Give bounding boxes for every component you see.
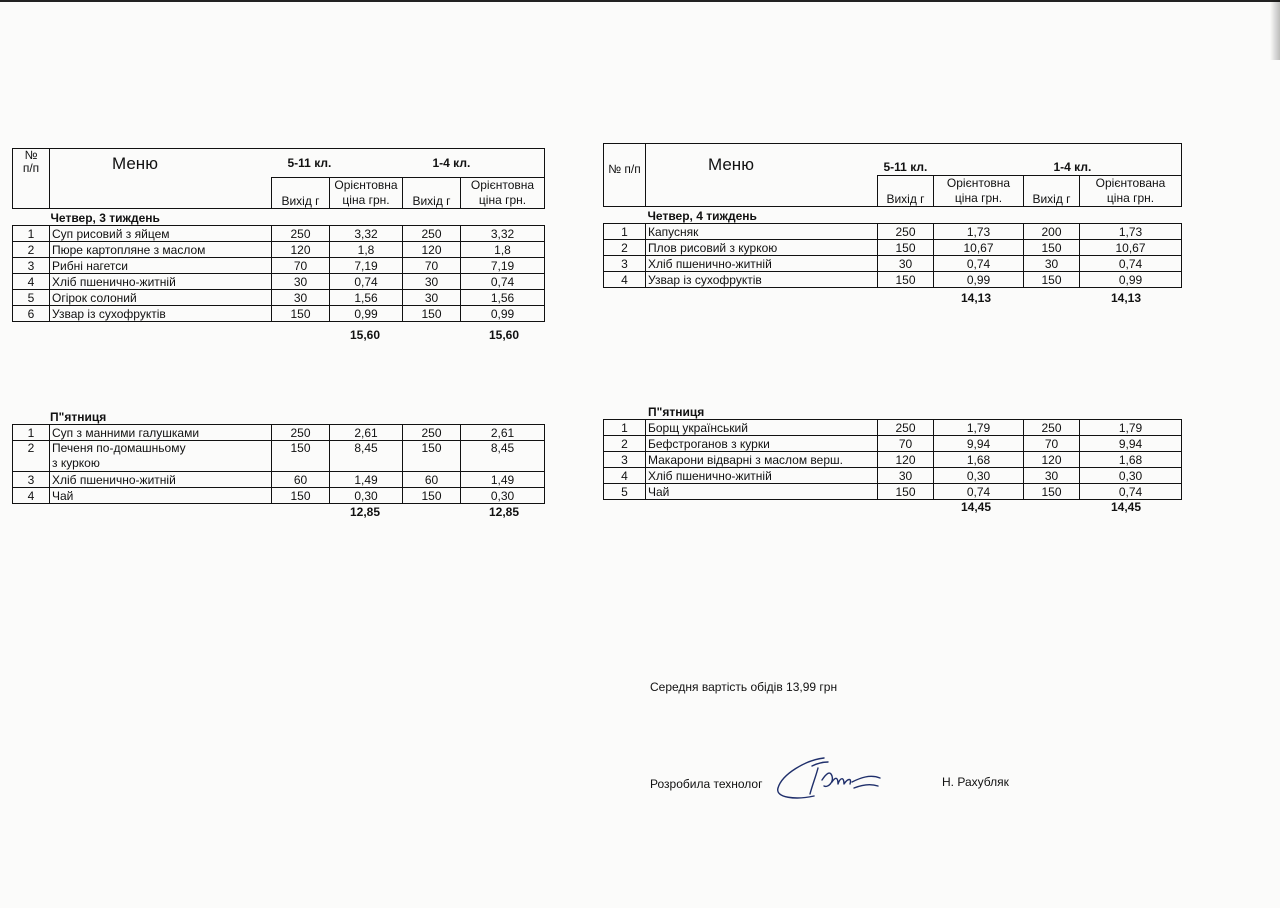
price-junior: 1,56 bbox=[461, 290, 545, 306]
price-senior: 0,74 bbox=[934, 484, 1024, 500]
table-row bbox=[604, 484, 1182, 500]
price-header-line2: ціна грн. bbox=[1106, 191, 1155, 205]
left-thursday-table bbox=[12, 148, 545, 322]
row-number: 2 bbox=[604, 240, 646, 256]
grade-senior-header bbox=[272, 149, 403, 178]
row-number: 1 bbox=[13, 226, 50, 242]
output-junior-header: Вихід г bbox=[403, 178, 461, 209]
output-senior: 30 bbox=[272, 290, 330, 306]
dish-name: Узвар із сухофруктів bbox=[646, 272, 878, 288]
price-header-line2: ціна грн. bbox=[478, 193, 527, 207]
dish-name-line2: з куркою bbox=[52, 456, 100, 470]
output-senior: 30 bbox=[878, 468, 934, 484]
output-junior: 150 bbox=[1024, 484, 1080, 500]
grade-junior-label: 1-4 кл. bbox=[432, 156, 471, 170]
output-senior-header: Вихід г bbox=[878, 176, 934, 207]
header-row-top bbox=[604, 144, 1182, 176]
left-thursday-menu bbox=[12, 148, 545, 322]
price-senior: 0,30 bbox=[934, 468, 1024, 484]
price-junior: 3,32 bbox=[461, 226, 545, 242]
dish-name-line1: Печеня по-домашньому bbox=[52, 441, 186, 455]
row-number: 5 bbox=[13, 290, 50, 306]
right-thursday-menu bbox=[603, 143, 1182, 288]
left-friday-table bbox=[12, 424, 545, 504]
total-senior: 14,45 bbox=[961, 500, 992, 514]
dish-name: Борщ український bbox=[646, 420, 878, 436]
output-senior: 60 bbox=[272, 472, 330, 488]
scan-right-shadow bbox=[1270, 0, 1280, 60]
output-junior: 30 bbox=[403, 290, 461, 306]
dish-name bbox=[50, 441, 272, 472]
output-junior: 250 bbox=[1024, 420, 1080, 436]
grade-junior-header bbox=[1024, 144, 1182, 176]
dish-name: Рибні нагетси bbox=[50, 258, 272, 274]
developer-label: Розробила технолог bbox=[650, 777, 763, 791]
table-row bbox=[13, 242, 545, 258]
row-number: 4 bbox=[13, 488, 50, 504]
row-number: 3 bbox=[604, 452, 646, 468]
total-senior: 15,60 bbox=[350, 328, 381, 342]
grade-senior-label: 5-11 кл. bbox=[287, 156, 332, 170]
output-junior: 200 bbox=[1024, 224, 1080, 240]
day-title-row bbox=[13, 209, 545, 226]
output-senior: 70 bbox=[878, 436, 934, 452]
price-junior: 0,74 bbox=[1080, 256, 1182, 272]
num-header-line2: п/п bbox=[22, 161, 40, 175]
row-number: 2 bbox=[13, 242, 50, 258]
day-title-cell bbox=[13, 209, 545, 226]
output-junior: 150 bbox=[1024, 272, 1080, 288]
output-senior: 30 bbox=[878, 256, 934, 272]
table-row bbox=[604, 240, 1182, 256]
dish-name: Узвар із сухофруктів bbox=[50, 306, 272, 322]
price-junior: 2,61 bbox=[461, 425, 545, 441]
table-row bbox=[604, 256, 1182, 272]
row-number: 2 bbox=[13, 441, 50, 472]
dish-name: Пюре картопляне з маслом bbox=[50, 242, 272, 258]
output-senior: 250 bbox=[878, 224, 934, 240]
row-number: 1 bbox=[604, 420, 646, 436]
dish-name: Хліб пшенично-житній bbox=[646, 468, 878, 484]
grade-junior-header bbox=[403, 149, 545, 178]
table-row bbox=[13, 306, 545, 322]
num-header: № п/п bbox=[604, 144, 646, 207]
price-senior: 1,8 bbox=[330, 242, 403, 258]
output-junior: 150 bbox=[403, 306, 461, 322]
total-senior: 14,13 bbox=[961, 291, 992, 305]
price-senior: 1,68 bbox=[934, 452, 1024, 468]
price-header-line2: ціна грн. bbox=[342, 193, 390, 207]
right-friday-table bbox=[603, 419, 1182, 500]
price-junior-header bbox=[461, 178, 545, 209]
output-junior: 150 bbox=[1024, 240, 1080, 256]
output-senior: 150 bbox=[272, 488, 330, 504]
price-senior: 0,99 bbox=[330, 306, 403, 322]
price-senior: 1,56 bbox=[330, 290, 403, 306]
row-number: 6 bbox=[13, 306, 50, 322]
dish-name: Хліб пшенично-житній bbox=[50, 274, 272, 290]
day-title: Четвер, 3 тиждень bbox=[50, 211, 160, 225]
price-junior: 9,94 bbox=[1080, 436, 1182, 452]
row-number: 1 bbox=[13, 425, 50, 441]
output-junior: 30 bbox=[1024, 468, 1080, 484]
table-row bbox=[13, 425, 545, 441]
table-row bbox=[13, 472, 545, 488]
table-row bbox=[13, 258, 545, 274]
total-junior: 14,13 bbox=[1111, 291, 1142, 305]
output-junior: 250 bbox=[403, 226, 461, 242]
dish-name: Хліб пшенично-житній bbox=[50, 472, 272, 488]
price-header-line1: Орієнтована bbox=[1095, 176, 1166, 190]
total-junior: 14,45 bbox=[1111, 500, 1142, 514]
row-number: 2 bbox=[604, 436, 646, 452]
row-number: 4 bbox=[604, 272, 646, 288]
table-row bbox=[604, 452, 1182, 468]
output-senior: 250 bbox=[878, 420, 934, 436]
price-junior: 1,68 bbox=[1080, 452, 1182, 468]
scan-top-edge bbox=[0, 0, 1280, 2]
day-title: П"ятниця bbox=[50, 410, 107, 424]
menu-header bbox=[646, 144, 878, 207]
price-header-line1: Орієнтовна bbox=[470, 178, 535, 192]
output-junior: 250 bbox=[403, 425, 461, 441]
grade-senior-label: 5-11 кл. bbox=[883, 159, 928, 174]
dish-name: Чай bbox=[50, 488, 272, 504]
price-senior: 2,61 bbox=[330, 425, 403, 441]
dish-name: Бефстроганов з курки bbox=[646, 436, 878, 452]
row-number: 4 bbox=[604, 468, 646, 484]
price-senior-header bbox=[934, 176, 1024, 207]
menu-title: Меню bbox=[112, 154, 158, 173]
table-row bbox=[604, 272, 1182, 288]
day-title: Четвер, 4 тиждень bbox=[647, 209, 757, 223]
price-senior: 1,73 bbox=[934, 224, 1024, 240]
output-senior-header: Вихід г bbox=[272, 178, 330, 209]
price-senior: 0,74 bbox=[934, 256, 1024, 272]
output-senior: 150 bbox=[878, 272, 934, 288]
price-senior: 10,67 bbox=[934, 240, 1024, 256]
price-senior: 0,74 bbox=[330, 274, 403, 290]
output-senior: 250 bbox=[272, 425, 330, 441]
price-junior: 1,49 bbox=[461, 472, 545, 488]
output-senior: 250 bbox=[272, 226, 330, 242]
output-senior: 150 bbox=[878, 484, 934, 500]
num-header bbox=[13, 149, 50, 209]
output-junior: 150 bbox=[403, 488, 461, 504]
output-junior: 150 bbox=[403, 441, 461, 472]
output-senior: 30 bbox=[272, 274, 330, 290]
table-row bbox=[13, 274, 545, 290]
price-senior: 0,99 bbox=[934, 272, 1024, 288]
price-senior-header bbox=[330, 178, 403, 209]
price-junior: 8,45 bbox=[461, 441, 545, 472]
price-senior: 1,49 bbox=[330, 472, 403, 488]
output-junior-header: Вихід г bbox=[1024, 176, 1080, 207]
table-row bbox=[13, 290, 545, 306]
day-title-row bbox=[604, 207, 1182, 224]
price-senior: 1,79 bbox=[934, 420, 1024, 436]
price-senior: 3,32 bbox=[330, 226, 403, 242]
total-junior: 12,85 bbox=[489, 505, 520, 519]
table-row bbox=[604, 468, 1182, 484]
price-senior: 8,45 bbox=[330, 441, 403, 472]
num-header-line1: № bbox=[24, 148, 38, 162]
dish-name: Чай bbox=[646, 484, 878, 500]
price-junior: 0,30 bbox=[1080, 468, 1182, 484]
output-senior: 150 bbox=[272, 306, 330, 322]
dish-name: Суп рисовий з яйцем bbox=[50, 226, 272, 242]
header-row-top bbox=[13, 149, 545, 178]
price-senior: 9,94 bbox=[934, 436, 1024, 452]
total-senior: 12,85 bbox=[350, 505, 381, 519]
price-header-line1: Орієнтовна bbox=[946, 176, 1011, 190]
right-thursday-table bbox=[603, 143, 1182, 288]
price-junior: 10,67 bbox=[1080, 240, 1182, 256]
menu-title: Меню bbox=[708, 155, 754, 174]
price-junior: 1,79 bbox=[1080, 420, 1182, 436]
price-junior: 7,19 bbox=[461, 258, 545, 274]
row-number: 3 bbox=[13, 472, 50, 488]
dish-name: Плов рисовий з куркою bbox=[646, 240, 878, 256]
dish-name: Огірок солоний bbox=[50, 290, 272, 306]
dish-name: Капусняк bbox=[646, 224, 878, 240]
table-row bbox=[604, 420, 1182, 436]
output-junior: 30 bbox=[403, 274, 461, 290]
price-junior: 0,74 bbox=[1080, 484, 1182, 500]
price-junior: 0,99 bbox=[461, 306, 545, 322]
price-senior: 7,19 bbox=[330, 258, 403, 274]
row-number: 1 bbox=[604, 224, 646, 240]
output-senior: 120 bbox=[878, 452, 934, 468]
price-junior: 1,73 bbox=[1080, 224, 1182, 240]
row-number: 3 bbox=[604, 256, 646, 272]
price-junior: 0,99 bbox=[1080, 272, 1182, 288]
table-row bbox=[604, 224, 1182, 240]
grade-senior-header bbox=[878, 144, 1024, 176]
output-junior: 120 bbox=[1024, 452, 1080, 468]
price-junior: 1,8 bbox=[461, 242, 545, 258]
output-junior: 120 bbox=[403, 242, 461, 258]
day-title: П"ятниця bbox=[648, 405, 705, 419]
table-row bbox=[13, 488, 545, 504]
table-row bbox=[604, 436, 1182, 452]
dish-name: Суп з манними галушками bbox=[50, 425, 272, 441]
price-junior: 0,30 bbox=[461, 488, 545, 504]
row-number: 4 bbox=[13, 274, 50, 290]
row-number: 5 bbox=[604, 484, 646, 500]
output-junior: 60 bbox=[403, 472, 461, 488]
price-header-line2: ціна грн. bbox=[954, 191, 1003, 205]
output-senior: 70 bbox=[272, 258, 330, 274]
dish-name: Хліб пшенично-житній bbox=[646, 256, 878, 272]
total-junior: 15,60 bbox=[489, 328, 520, 342]
right-friday-menu bbox=[603, 419, 1182, 500]
output-junior: 30 bbox=[1024, 256, 1080, 272]
day-title-cell bbox=[604, 207, 1182, 224]
price-junior: 0,74 bbox=[461, 274, 545, 290]
output-senior: 150 bbox=[878, 240, 934, 256]
table-row bbox=[13, 441, 545, 472]
menu-header bbox=[50, 149, 272, 209]
dish-name: Макарони відварні з маслом верш. bbox=[646, 452, 878, 468]
price-header-line1: Орієнтовна bbox=[334, 178, 398, 192]
output-junior: 70 bbox=[1024, 436, 1080, 452]
grade-junior-label: 1-4 кл. bbox=[1053, 159, 1092, 174]
signature-image bbox=[772, 752, 884, 804]
developer-name: Н. Рахубляк bbox=[942, 775, 1009, 789]
output-senior: 150 bbox=[272, 441, 330, 472]
price-junior-header bbox=[1080, 176, 1182, 207]
output-junior: 70 bbox=[403, 258, 461, 274]
row-number: 3 bbox=[13, 258, 50, 274]
average-cost: Середня вартість обідів 13,99 грн bbox=[650, 680, 838, 694]
output-senior: 120 bbox=[272, 242, 330, 258]
table-row bbox=[13, 226, 545, 242]
price-senior: 0,30 bbox=[330, 488, 403, 504]
left-friday-menu bbox=[12, 424, 545, 504]
